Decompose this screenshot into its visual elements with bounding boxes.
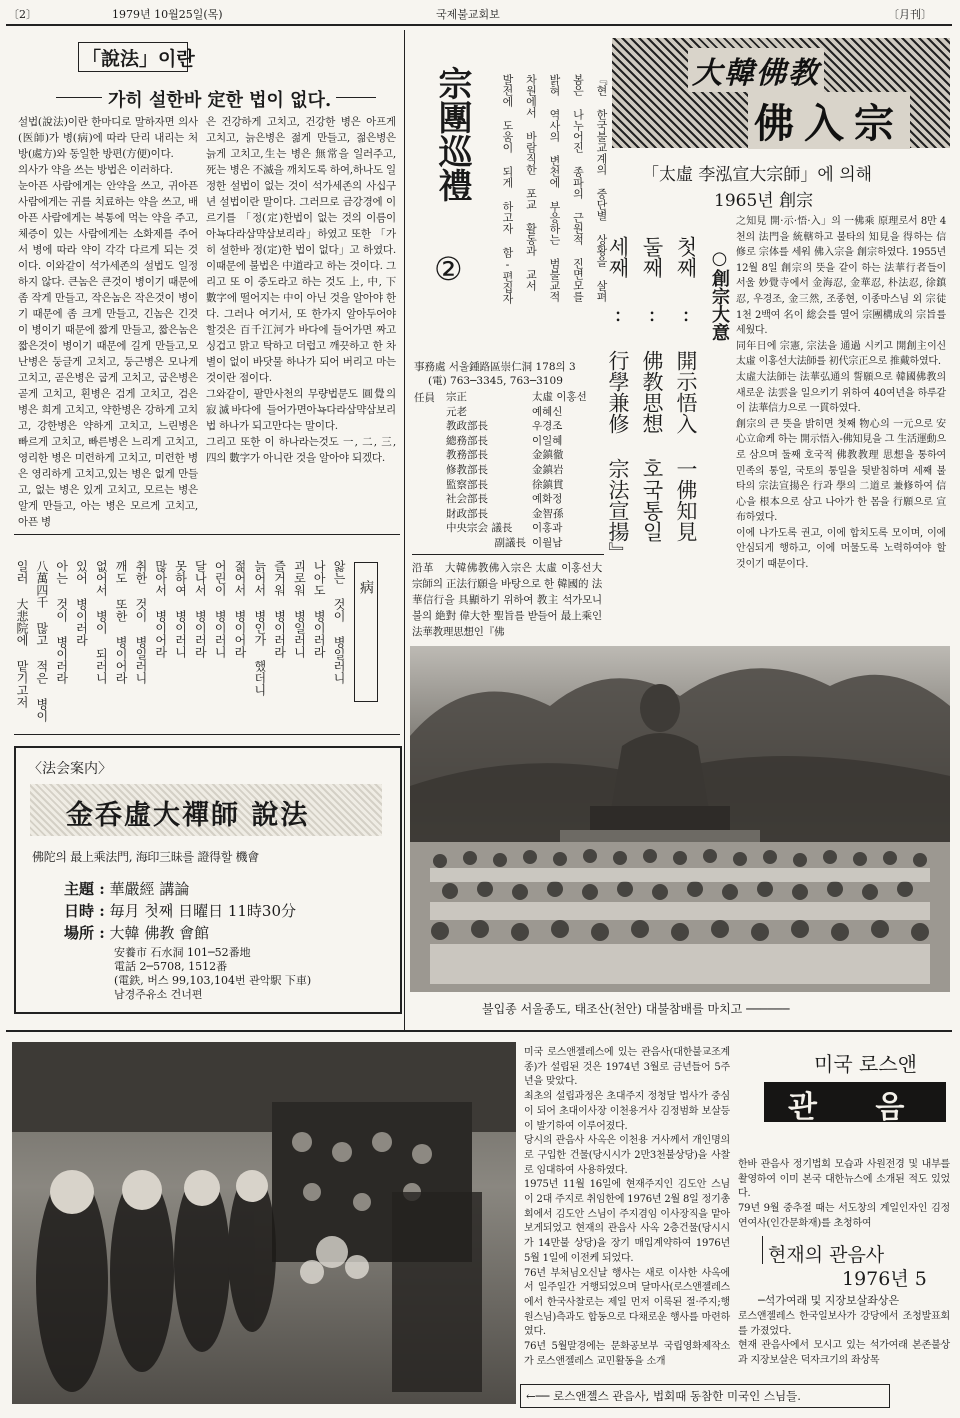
buddha-photo-caption: 불입종 서울종도, 태조산(천안) 대불참배를 마치고 ──────: [482, 1002, 790, 1016]
sect-officers-label: 任員: [414, 392, 435, 404]
sermon-subtitle: 가히 설한바 定한 법이 없다.: [108, 90, 332, 111]
dharma-row-label: 主題 :: [64, 880, 105, 898]
officer-role: 教務部長: [446, 449, 488, 462]
sect-officer-row: [446, 419, 606, 434]
dharma-landmark: 남경주유소 건너편: [114, 988, 203, 1001]
officer-role: 社会部長: [446, 493, 488, 506]
sermon-subtitle-rule-left: [56, 97, 102, 98]
gwaneum-sub-subtitle: ─석가여래 및 지장보살좌상은: [758, 1294, 900, 1307]
gwaneum-dharma-photo: [12, 1042, 516, 1404]
poem-line: 어린이 병이러니: [213, 560, 228, 658]
dharma-row-place: [64, 922, 384, 944]
dharma-transit: (電鉄, 버스 99,103,104번 관악駅 下車): [114, 974, 312, 987]
sect-history: 沿革 大韓佛教佛入宗은 太虛 이홍선大宗師의 正法行願을 바탕으로 한 韓國的 法華信行을 具顯하기 위하여 教主 석가모니불의 絶對 偉大한 聖旨를 받들어 最上乘인 法華教理思想인『佛: [412, 562, 606, 638]
officer-name: 이일혜: [532, 434, 563, 447]
officer-role: 監察部長: [446, 478, 488, 491]
pilgrimage-intro-line: 발전에 도움이 되게 하고자 함-편집자: [501, 74, 514, 304]
sect-founded: 1965년 創宗: [714, 191, 814, 211]
sect-founder: 「太虛 李泓宣大宗師」에 의해: [642, 165, 873, 185]
pilgrimage-intro-line: 『현 한국불교계의 중단별 상황을 살펴: [595, 74, 608, 302]
sermon-bottom-rule: [14, 534, 400, 535]
officer-name: 徐鎮貫: [532, 478, 564, 491]
buddha-photo-illustration: [410, 646, 950, 992]
sect-phone-row: [414, 374, 610, 388]
gwaneum-column-right-bottom: 로스앤젤레스 한국일보사가 강당에서 조청발표회를 가졌었다. 현재 관음사에서 모시고 있는 석가여래 본존불상과 지장보살은 덕자크기의 좌상목: [738, 1311, 950, 1367]
sect-office-label: 事務處: [414, 361, 446, 373]
sect-principle: 첫째 : 開示悟入 一佛知見: [674, 236, 698, 542]
poem-line: 일러 大悲院에 맡기고저: [15, 560, 29, 708]
dharma-row-label: 日時 :: [64, 902, 105, 920]
sect-history-rule: [412, 554, 604, 555]
sect-banner-main: 佛入宗: [748, 92, 910, 149]
header-rule: [6, 24, 952, 26]
officer-name: 金智孫: [532, 507, 564, 520]
pilgrimage-intro-line: 밝혀 역사의 변천에 부응하는 범불교적: [548, 74, 561, 302]
sect-office: [414, 360, 610, 388]
dharma-phone: 電話 2─5708, 1512番: [114, 960, 228, 973]
gwaneum-photo-caption: ←── 로스앤젤스 관음사, 법회때 동참한 미국인 스님들.: [526, 1389, 801, 1403]
poem-line: 늙어서 병인가 했더니: [252, 560, 267, 696]
gwaneum-heading-big: 관 음: [788, 1090, 929, 1125]
officer-role: 修教部長: [446, 463, 488, 476]
poem-line: 나아도 병이러라: [312, 560, 327, 658]
gwaneum-column-left: 미국 로스앤젤레스에 있는 관음사(대한불교조계종)가 설립된 것은 1974년 3월로 금년들어 5주년을 맞았다. 최초의 설립과정은 초대주지 정청달 법사가 중심이 되어 초대이사장 이천용거사 김정범화 보살등이 발기하여 이루어졌다. 당시의 관음사 사옥은 이천용 거사께서 개인명의로 구입한 건물(당시시가 2만3천불상당)을 사찰로 임대하여 사용하였다. 1975년 11월 16일에 현재주지인 김도안 스님이 2대 주지로 취임한에 1976년 2월 8일 정기총회에서 김도안 스님이 주지겸임 이사장직을 맡아 보게되었고 현재의 관음사 사옥 2층건물(당시시가 14만불 상당)을 장기 매입계약하여 1976년 5월 1일에 이전케 되었다. 76년 부처님오신날 행사는 새로 이사한 사옥에서 일주일간 거행되었으며 달마사(로스앤젤레스에서 한국사찰로는 제일 먼저 이룩된 절·주지;행원스님)측과도 합동으로 다채로운 행사를 마련하였다. 76년 5월말경에는 문화공보부 국립영화제작소가 로스앤젤레스 교민활동을 소개: [524, 1047, 730, 1367]
mid-page-rule: [6, 1030, 952, 1032]
sermon-title: 「說法」이란: [82, 48, 195, 70]
poem-line: 젊어서 병이어라: [232, 560, 247, 658]
poem-line: 八萬四千 많고 적은 병이: [34, 560, 49, 722]
sect-officer-row: [446, 434, 606, 449]
sect-principle: 둘째 : 佛教思想 호국통일: [640, 236, 664, 542]
poem-line: 아는 것이 병이러라: [54, 560, 69, 684]
officer-role: 中央宗会 議長: [446, 522, 513, 535]
gwaneum-sub-heading-bar: [762, 1236, 763, 1264]
header-edition: 〔月刊〕: [888, 8, 932, 21]
sect-officer-row: [446, 390, 606, 405]
sect-officer-row: [446, 521, 606, 536]
gwaneum-column-right-top: 한바 관음사 정기법회 모습과 사원전경 및 내부를 촬영하여 이미 본국 대한뉴스에 소개된 적도 있었다. 79년 9월 중추절 때는 서도창의 계일인자인 김정연여사(인간문화재)를 초청하여: [738, 1159, 950, 1229]
officer-name: 金鎮岩: [532, 463, 564, 476]
poem-line: 깨도 또한 병이어라: [114, 560, 129, 684]
poem-line: 즐거워 병이러라: [272, 560, 287, 658]
officer-role: 教政部長: [446, 420, 488, 433]
sect-intention: 之知見 開·示·悟·入」의 一佛乘 原理로서 8만 4천의 法門을 統轄하고 불타의 知見을 得하는 信修로 宗体를 세워 佛入宗을 創宗하였다. 1955년 12월 8일 創宗의 뜻을 같이 하는 法華行者들이 서울 妙覺寺에서 金海忍, 金華忍, 朴法忍, 徐鎮忍, 우경조, 金三然, 조종현, 이종마스님 외 宗徒 1천 2백여 名이 総会를 열어 宗團構成의 宗旨를 세웠다. 同年日에 宗憲, 宗法을 通過 시키고 開創主이신 太虛 이홍선大法師를 初代宗正으로 推戴하였다. 太虛大法師는 法華弘通의 誓願으로 韓國佛教의 새로운 法雲을 일으키기 위하여 40여년을 하루같이 法華信力으로 一貫하였다. 創宗의 큰 뜻을 밝히면 첫째 物心의 一元으로 安心立命케 하는 開示悟入-佛知見을 그 生活運動으로 삼으며 둘째 호국적 佛教教理 思想을 통하여 민족의 통일, 국토의 통일을 뒷받침하며 세째 불타의 宗法宣揚은 行과 學의 二道로 兼修하여 信心을 根本으로 삼고 나아가 한 몸을 行願으로 宣布하였다. 이에 나가도록 권고, 이에 합치도록 모이며, 이에 안심되게 행하고, 이에 머물도록 노력하여야 할 것이기 때문이다.: [736, 216, 946, 571]
gwaneum-photo-illustration: [12, 1042, 516, 1404]
dharma-notice-bracket: 〈法会案内〉: [28, 761, 112, 777]
poem-bottom-rule: [14, 734, 400, 735]
officer-role: 總務部長: [446, 434, 488, 447]
sect-officer-row: [446, 463, 606, 478]
column-divider: [404, 30, 405, 1030]
pilgrimage-number: ②: [434, 250, 463, 288]
poem-line: 앓는 것이 병일러니: [332, 560, 346, 684]
officer-role: 元老: [446, 405, 467, 418]
sect-intention-heading: ○創宗大意: [709, 248, 730, 341]
sermon-column-1: 설법(說法)이란 한마디로 말하자면 의사(医師)가 병(病)에 따라 단리 내리는 처방(處方)와 동일한 방편(方便)이다. 의사가 약을 쓰는 방법은 이러하다. 눈아픈 사람에게는 안약을 쓰고, 귀아픈 사람에게는 귀를 치료하는 약을 쓰고, 배아픈 사람에게는 복통에 먹는 약을 주고, 체증이 있는 사람에게는 소화제를 주어서 병에 따라 약이 각각 다르게 되는 것이다. 이와같이 석가세존의 설법도 일정하지 않다. 큰놈은 큰것이 병이기 때문에 좀 작게 만들고, 작은놈은 작은것이 병이기 때문에 좀 크게 만들고, 긴놈은 긴것이 병이기 때문에 짧게 만들고, 짧은놈은 짧은것이 병이기 때문에 길게 만들고,모난병은 둥글게 고치고, 둥근병은 모나게 고치고, 곧은병은 굽게 고치고, 굽은병은 곧게 고치고, 흰병은 검게 고치고, 검은병은 희게 고치고, 약한병은 강하게 고치고, 강한병은 약하게 고치고, 느린병은 빠르게 고치고, 빠른병은 느리게 고치고, 영리한 병은 미련하게 고치고, 미련한 병은 영리하게 고치고,있는 병은 없게 만들고, 없는 병은 있게 고치고, 모르는 병은 알게 만들고, 아는 병은 모르게 고치고, 아픈 병: [18, 116, 198, 528]
dharma-subtitle: 佛陀의 最上乘法門, 海印三昧를 證得할 機會: [32, 850, 259, 864]
sermon-column-2: 은 건강하게 고치고, 건강한 병은 아프게 고치고, 늙은병은 젊게 만들고, 젊은병은 늙게 고치고,生는 병은 無常을 일러주고, 死는 병은 不滅을 깨치도록 하여,하나도 일정한 설법이 없는 것이 석가세존의 사십구년 설법이란 말이다. 그러므로 금강경에 이르기를 「정(定)한법이 없는 것의 이름이 아뇩다라삼먁삼보리라」하였고 또한 「가히 설한바 정(定)한 법이 없다」고 하였다. 이때문에 불법은 中道라고 하는 것이다. 그리고 또 이 중도라고 하는 것도 上, 中, 下 數字에 떨어지는 中이 아닌 것을 알아야 한다. 그러나 여기서, 또 한가지 알아두어야 할것은 百千江河가 바다에 들어가면 짜고 싱겁고 맑고 탁하고 더럽고 깨끗하고 한 차별이 없이 바닷물 하나가 되어 버리고 마는 것이란 점이다. 그와같이, 팔만사천의 무량법문도 圓覺의 寂滅바다에 들어가면아뇩다라삼먁삼보리법 하나가 되고만다는 말이다. 그리고 또한 이 하나라는것도 一, 二, 三, 四의 數字가 아니란 것을 알아야 되겠다.: [206, 116, 396, 464]
header-page-number: 〔2〕: [8, 8, 37, 21]
dharma-row-topic: [64, 878, 384, 900]
gwaneum-heading-small: 미국 로스앤: [814, 1052, 917, 1076]
dharma-title: 金呑虛大禪師 說法: [66, 800, 310, 831]
officer-role: 宗正: [446, 391, 467, 403]
sect-officer-row: [446, 492, 606, 507]
pilgrimage-intro-line: 차원에서 바람직한 포교 활동과 교서: [524, 74, 538, 291]
pilgrimage-intro: [498, 74, 610, 344]
officer-role: 副議長: [494, 536, 526, 549]
dharma-row-value: 毎月 첫째 日曜日 11時30分: [109, 902, 297, 920]
poem-lines: [12, 560, 348, 722]
sect-officer-row: [446, 405, 606, 420]
officer-name: 金鎮徹: [532, 449, 564, 462]
header-date: 1979년 10월25일(목): [112, 8, 223, 21]
sermon-subtitle-rule-right: [336, 97, 376, 98]
poem-title: 病: [358, 580, 374, 594]
sect-banner-top: 大韓佛教: [688, 48, 824, 92]
officer-role: 財政部長: [446, 507, 488, 520]
officer-name: 이월남: [532, 536, 563, 549]
officer-name: 우경조: [532, 420, 563, 433]
poem-line: 있어 병이러라: [74, 560, 89, 646]
poem-line: 달나서 병이러라: [193, 560, 208, 658]
dharma-row-value: 大韓 佛教 會館: [109, 924, 210, 942]
sect-officers: [446, 390, 606, 551]
sect-officer-row: [446, 448, 606, 463]
buddha-group-photo: [410, 646, 950, 992]
officer-name: 예화정: [532, 493, 563, 506]
poem-line: 많아서 병이어라: [153, 560, 168, 658]
gwaneum-sub-heading: 현재의 관음사: [768, 1244, 885, 1266]
pilgrimage-title: 宗團巡禮: [432, 66, 472, 202]
sect-officer-row: [446, 478, 606, 493]
officer-name: 이홍과: [532, 522, 563, 535]
dharma-row-time: [64, 900, 384, 922]
dharma-address: 安養市 石水洞 101─52番地: [114, 946, 251, 959]
sect-officer-row: [446, 507, 606, 522]
sect-principles: [602, 236, 702, 640]
dharma-info-rows: [64, 878, 384, 944]
poem-line: 취한 것이 병일러니: [133, 560, 148, 684]
sect-principle: 세째 : 行學兼修 宗法宣揚』: [606, 236, 630, 563]
header-paper-name: 국제불교회보: [436, 8, 500, 21]
sect-phone-label: (電): [428, 375, 447, 387]
sect-office-row: [414, 360, 610, 374]
poem-line: 없어서 병이 되러니: [94, 560, 109, 684]
officer-name: 예혜신: [532, 405, 563, 418]
sect-officer-row: [446, 536, 606, 551]
pilgrimage-intro-line: 봄은 나누어진 종파의 근원적 진면모를: [571, 74, 585, 302]
gwaneum-sub-year: 1976년 5: [842, 1268, 927, 1290]
poem-line: 괴로워 병일러니: [292, 560, 307, 658]
sect-phone: 763─3345, 763─3109: [450, 375, 563, 387]
dharma-row-label: 場所 :: [64, 924, 105, 942]
dharma-row-value: 華嚴經 講論: [109, 880, 190, 898]
dharma-address-block: [114, 946, 311, 1002]
poem-line: 못하여 병이러니: [173, 560, 188, 658]
officer-name: 太虛 이홍선: [532, 391, 587, 403]
sect-office-address: 서울鍾路區崇仁洞 178의 3: [448, 361, 576, 373]
